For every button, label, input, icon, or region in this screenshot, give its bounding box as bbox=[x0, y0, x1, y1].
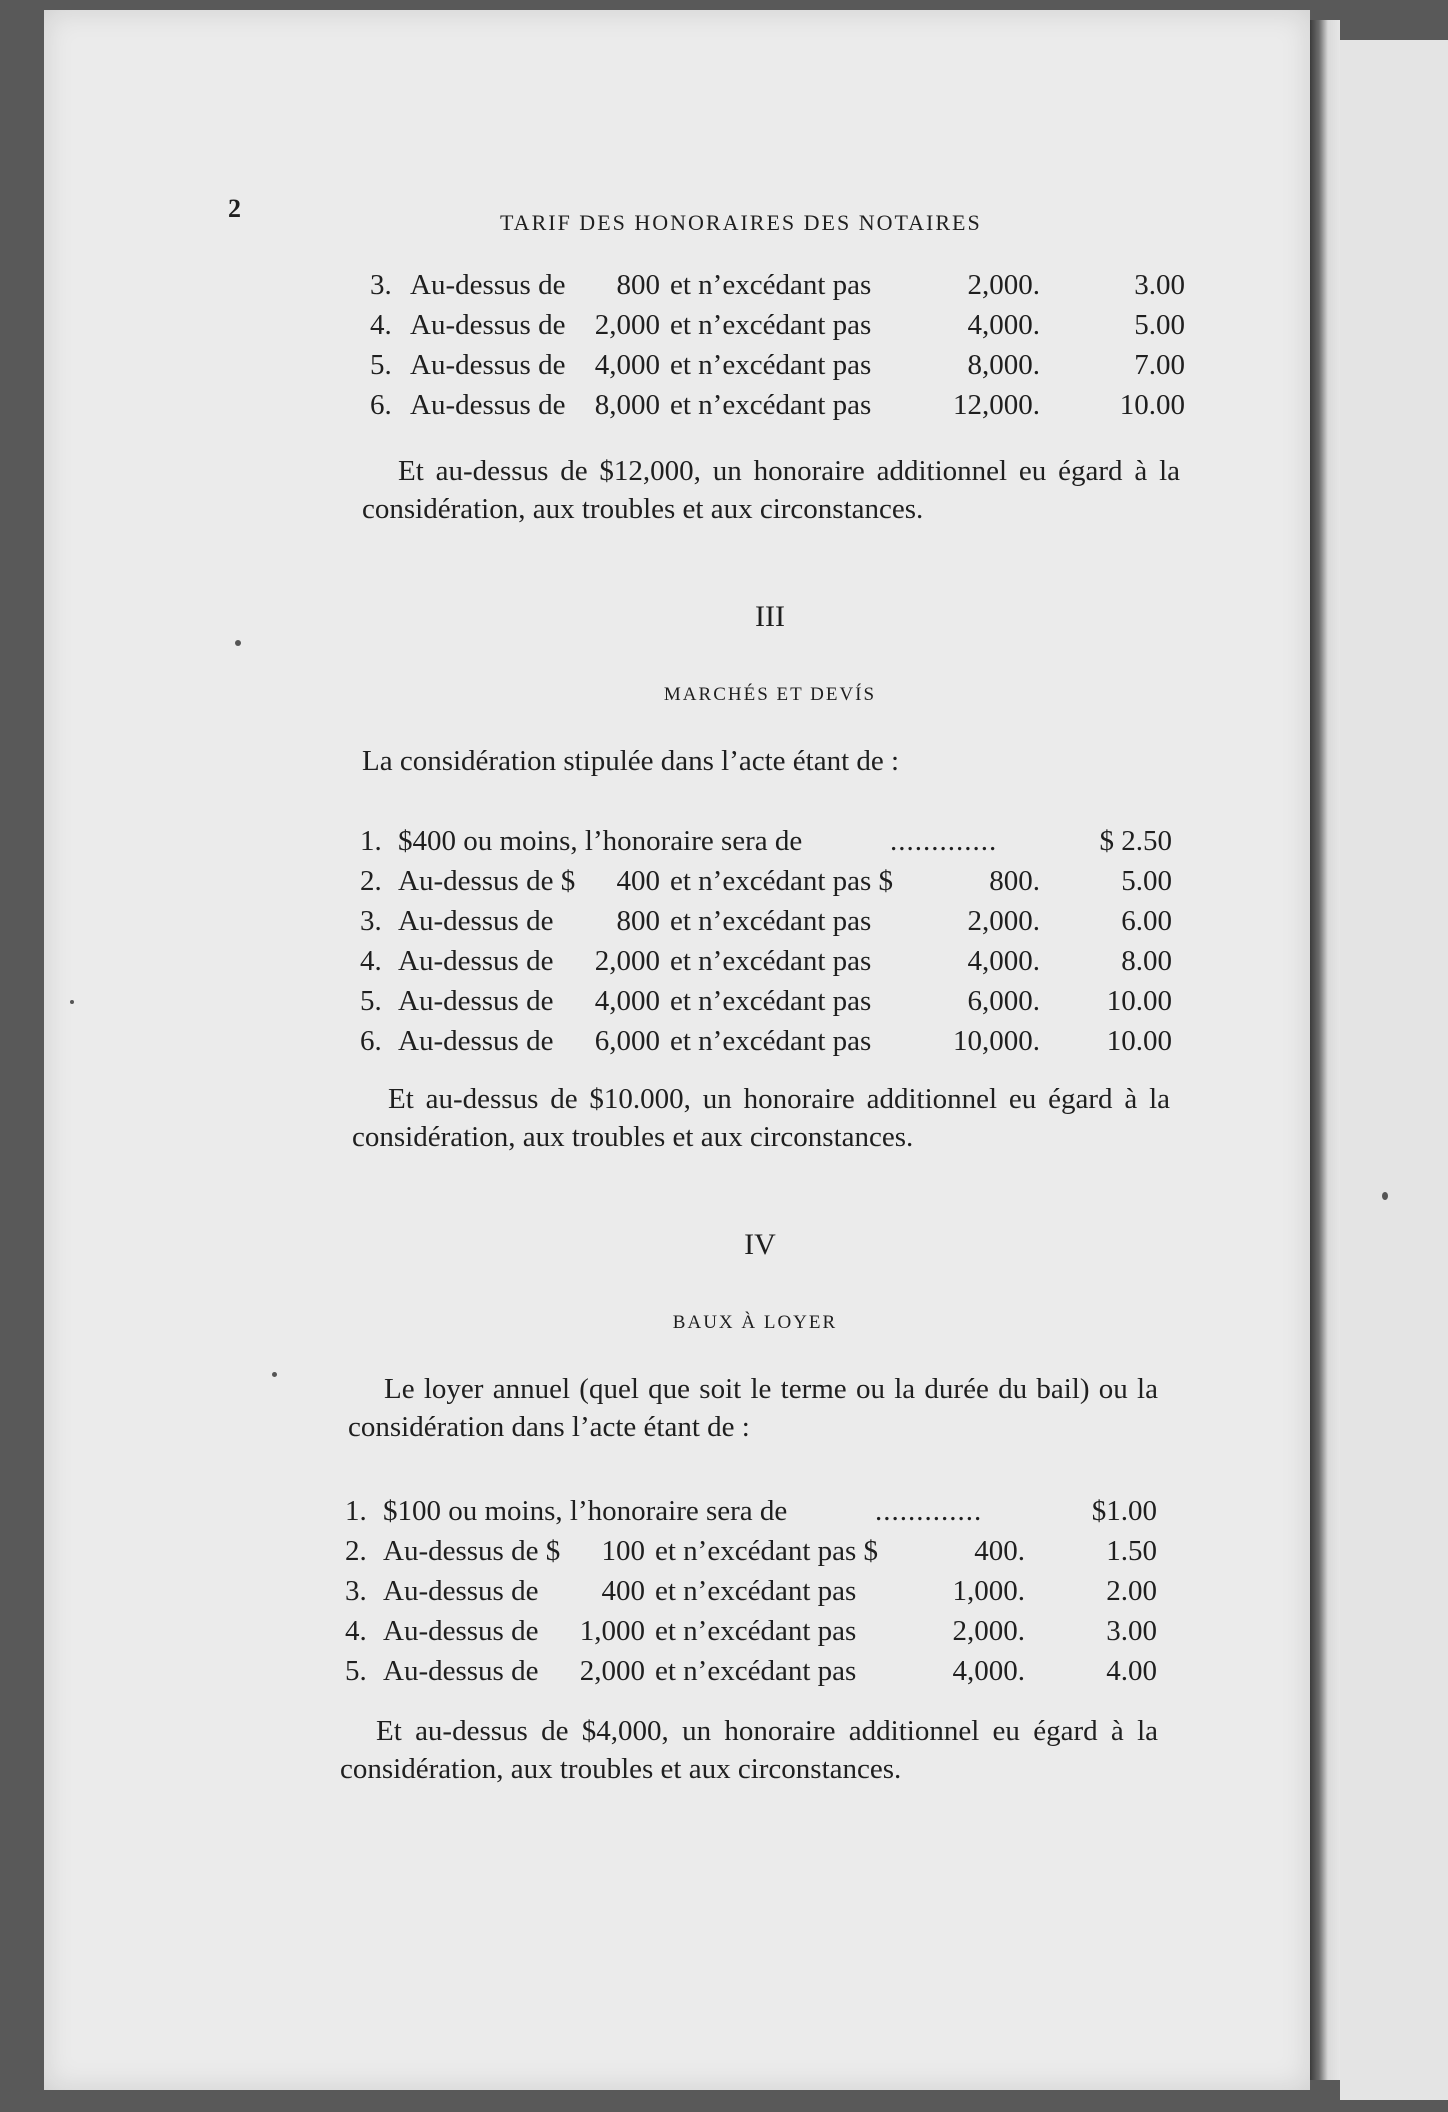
page-number: 2 bbox=[228, 194, 241, 223]
paper-speck bbox=[70, 1000, 74, 1004]
section-intro: Le loyer annuel (quel que soit le terme ou la durée du bail) ou la considération dans l’acte étant de : bbox=[348, 1373, 1158, 1443]
running-head: TARIF DES HONORAIRES DES NOTAIRES bbox=[500, 210, 982, 235]
section-iii-note: Et au-dessus de $10.000, un honoraire additionnel eu égard à la considération, aux troubles et aux circonstances. bbox=[352, 1083, 1170, 1153]
row-fee: 3.00 bbox=[1134, 269, 1185, 301]
paper-speck bbox=[235, 640, 241, 646]
row-mid: et n’excédant pas $ bbox=[670, 865, 894, 897]
row-mid: et n’excédant pas bbox=[655, 1655, 857, 1687]
table-row bbox=[345, 1532, 1157, 1570]
row-label: Au-dessus de bbox=[398, 945, 554, 977]
row-from: 400 bbox=[601, 1575, 645, 1607]
row-mid: et n’excédant pas bbox=[670, 309, 872, 341]
row-mid: et n’excédant pas bbox=[670, 349, 872, 381]
row-number: 5. bbox=[345, 1655, 367, 1687]
row-number: 6. bbox=[360, 1025, 382, 1057]
row-to: 4,000. bbox=[952, 1655, 1025, 1687]
row-to: 8,000. bbox=[967, 349, 1040, 381]
row-fee: 3.00 bbox=[1106, 1615, 1157, 1647]
row-label: Au-dessus de bbox=[410, 269, 566, 301]
row-number: 3. bbox=[345, 1575, 367, 1607]
row-from: 2,000 bbox=[579, 1655, 645, 1687]
row-number: 4. bbox=[360, 945, 382, 977]
dot-leader: ............. bbox=[890, 825, 998, 857]
table-row bbox=[370, 346, 1185, 384]
table-row bbox=[360, 862, 1172, 900]
row-label: Au-dessus de bbox=[410, 349, 566, 381]
table-row bbox=[345, 1492, 1157, 1530]
row-fee: 6.00 bbox=[1121, 905, 1172, 937]
paper-speck bbox=[272, 1372, 277, 1377]
row-from: 4,000 bbox=[594, 349, 660, 381]
row-to: 4,000. bbox=[967, 945, 1040, 977]
row-fee: 2.00 bbox=[1106, 1575, 1157, 1607]
row-fee: 7.00 bbox=[1134, 349, 1185, 381]
row-number: 4. bbox=[370, 309, 392, 341]
row-to: 2,000. bbox=[967, 269, 1040, 301]
row-to: 6,000. bbox=[967, 985, 1040, 1017]
row-label: $400 ou moins, l’honoraire sera de bbox=[398, 825, 803, 857]
row-number: 3. bbox=[360, 905, 382, 937]
section-iv-note: Et au-dessus de $4,000, un honoraire additionnel eu égard à la considération, aux troubles et aux circonstances. bbox=[340, 1715, 1158, 1785]
row-fee: 4.00 bbox=[1106, 1655, 1157, 1687]
next-page-edge bbox=[1340, 40, 1448, 2100]
row-label: Au-dessus de bbox=[398, 985, 554, 1017]
row-mid: et n’excédant pas bbox=[670, 905, 872, 937]
row-mid: et n’excédant pas bbox=[655, 1615, 857, 1647]
row-label: Au-dessus de $ bbox=[398, 865, 576, 897]
row-number: 2. bbox=[360, 865, 382, 897]
row-mid: et n’excédant pas bbox=[670, 1025, 872, 1057]
row-fee: 10.00 bbox=[1119, 389, 1185, 421]
row-from: 2,000 bbox=[594, 945, 660, 977]
row-label: Au-dessus de bbox=[410, 309, 566, 341]
table-row bbox=[360, 1022, 1172, 1060]
row-fee: 8.00 bbox=[1121, 945, 1172, 977]
row-from: 8,000 bbox=[594, 389, 660, 421]
section-number: III bbox=[755, 600, 785, 633]
row-number: 2. bbox=[345, 1535, 367, 1567]
row-from: 100 bbox=[601, 1535, 645, 1567]
row-number: 1. bbox=[345, 1495, 367, 1527]
table-row bbox=[370, 306, 1185, 344]
book-gutter bbox=[1310, 20, 1340, 2080]
row-label: Au-dessus de bbox=[383, 1615, 539, 1647]
section-title: BAUX À LOYER bbox=[672, 1312, 838, 1333]
row-from: 1,000 bbox=[579, 1615, 645, 1647]
row-number: 5. bbox=[370, 349, 392, 381]
row-fee: $ 2.50 bbox=[1099, 825, 1172, 857]
row-mid: et n’excédant pas bbox=[670, 269, 872, 301]
row-fee: 1.50 bbox=[1106, 1535, 1157, 1567]
row-label: Au-dessus de bbox=[383, 1575, 539, 1607]
row-from: 400 bbox=[616, 865, 660, 897]
row-from: 800 bbox=[616, 269, 660, 301]
row-to: 1,000. bbox=[952, 1575, 1025, 1607]
row-number: 4. bbox=[345, 1615, 367, 1647]
section-intro: La considération stipulée dans l’acte étant de : bbox=[362, 745, 900, 777]
table-row bbox=[360, 902, 1172, 940]
dot-leader: ............. bbox=[875, 1495, 983, 1527]
row-to: 400. bbox=[974, 1535, 1025, 1567]
row-label: Au-dessus de bbox=[410, 389, 566, 421]
section-title: MARCHÉS ET DEVÍS bbox=[663, 684, 877, 705]
row-from: 800 bbox=[616, 905, 660, 937]
row-label: $100 ou moins, l’honoraire sera de bbox=[383, 1495, 788, 1527]
row-fee: 10.00 bbox=[1106, 985, 1172, 1017]
row-from: 4,000 bbox=[594, 985, 660, 1017]
row-to: 4,000. bbox=[967, 309, 1040, 341]
row-fee: $1.00 bbox=[1091, 1495, 1157, 1527]
row-mid: et n’excédant pas bbox=[655, 1575, 857, 1607]
row-to: 10,000. bbox=[953, 1025, 1040, 1057]
row-mid: et n’excédant pas bbox=[670, 389, 872, 421]
table-row bbox=[345, 1652, 1157, 1690]
row-to: 2,000. bbox=[967, 905, 1040, 937]
table-row bbox=[370, 266, 1185, 304]
table-row bbox=[360, 982, 1172, 1020]
row-mid: et n’excédant pas bbox=[670, 945, 872, 977]
table-row bbox=[360, 942, 1172, 980]
row-to: 12,000. bbox=[953, 389, 1040, 421]
row-mid: et n’excédant pas $ bbox=[655, 1535, 879, 1567]
row-fee: 5.00 bbox=[1134, 309, 1185, 341]
row-number: 6. bbox=[370, 389, 392, 421]
section-ii-note: Et au-dessus de $12,000, un honoraire additionnel eu égard à la considération, aux troubles et aux circonstances. bbox=[362, 455, 1180, 525]
paper-speck bbox=[1382, 1192, 1388, 1200]
row-from: 2,000 bbox=[594, 309, 660, 341]
section-number: IV bbox=[744, 1228, 776, 1261]
row-label: Au-dessus de bbox=[398, 905, 554, 937]
row-fee: 10.00 bbox=[1106, 1025, 1172, 1057]
row-number: 3. bbox=[370, 269, 392, 301]
row-label: Au-dessus de bbox=[383, 1655, 539, 1687]
table-row bbox=[360, 822, 1172, 860]
row-to: 800. bbox=[989, 865, 1040, 897]
table-row bbox=[345, 1572, 1157, 1610]
row-fee: 5.00 bbox=[1121, 865, 1172, 897]
row-number: 5. bbox=[360, 985, 382, 1017]
table-row bbox=[345, 1612, 1157, 1650]
table-row bbox=[370, 386, 1185, 424]
row-from: 6,000 bbox=[594, 1025, 660, 1057]
row-number: 1. bbox=[360, 825, 382, 857]
row-label: Au-dessus de $ bbox=[383, 1535, 561, 1567]
row-label: Au-dessus de bbox=[398, 1025, 554, 1057]
row-to: 2,000. bbox=[952, 1615, 1025, 1647]
row-mid: et n’excédant pas bbox=[670, 985, 872, 1017]
